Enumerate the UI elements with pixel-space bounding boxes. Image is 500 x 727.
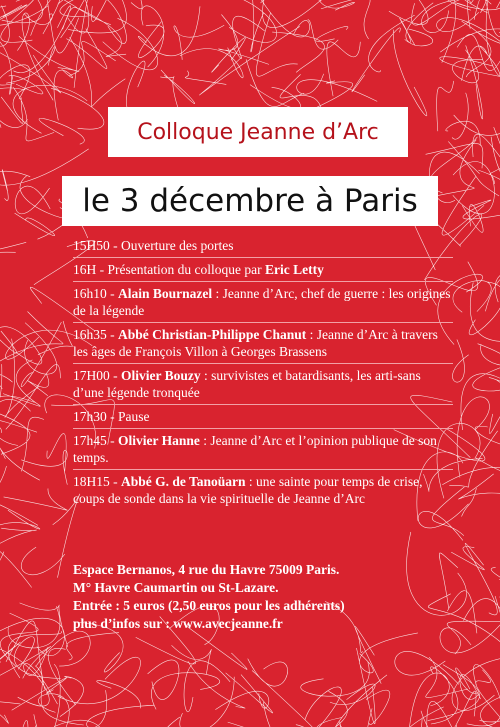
venue-address: Espace Bernanos, 4 rue du Havre 75009 Paris.	[73, 562, 340, 577]
program-time: 16h35	[73, 327, 107, 342]
program-time: 16H	[73, 262, 97, 277]
program-speaker: Alain Bournazel	[118, 286, 213, 301]
event-title: Colloque Jeanne d’Arc	[137, 119, 379, 145]
program-speaker: Olivier Bouzy	[121, 368, 201, 383]
program-item: 15H50 - Ouverture des portes	[73, 234, 453, 258]
event-date: le 3 décembre à Paris	[82, 183, 418, 219]
program-item: 17H00 - Olivier Bouzy : survivistes et batardisants, les arti-sans d’une légende tronquée	[73, 364, 453, 405]
program-text: Pause	[118, 409, 150, 424]
program-time: 17H00	[73, 368, 110, 383]
venue-metro: M° Havre Caumartin ou St-Lazare.	[73, 580, 279, 595]
program-item: 17h30 - Pause	[73, 405, 453, 429]
program-time: 17h30	[73, 409, 107, 424]
venue-price: Entrée : 5 euros (2,50 euros pour les adhérents)	[73, 598, 345, 613]
program-item: 16h10 - Alain Bournazel : Jeanne d’Arc, chef de guerre : les origines de la légende	[73, 282, 453, 323]
program-speaker: Olivier Hanne	[118, 433, 200, 448]
program-text: : Jeanne d’Arc à travers les âges de François Villon à Georges Brassens	[73, 327, 438, 359]
event-title-box	[108, 107, 408, 157]
venue-website: plus d’infos sur : www.avecjeanne.fr	[73, 616, 283, 631]
program-text: : Jeanne d’Arc et l’opinion publique de son temps.	[73, 433, 437, 465]
venue-info	[73, 561, 453, 633]
program-text: : une sainte pour temps de crise, coups de sonde dans la vie spirituelle de Jeanne d’Arc	[73, 474, 423, 506]
program-text: : survivistes et batardisants, les arti-sans d’une légende tronquée	[73, 368, 421, 400]
event-date-box	[62, 176, 438, 226]
program-item: 16h35 - Abbé Christian-Philippe Chanut : Jeanne d’Arc à travers les âges de François Villon à Georges Brassens	[73, 323, 453, 364]
program-speaker: Eric Letty	[264, 262, 324, 277]
program-time: 16h10	[73, 286, 107, 301]
program-text: Présentation du colloque par	[107, 262, 265, 277]
program-time: 18H15	[73, 474, 110, 489]
program-item: 16H - Présentation du colloque par Eric Letty	[73, 258, 453, 282]
program-time: 17h45	[73, 433, 107, 448]
program-text: : Jeanne d’Arc, chef de guerre : les origines de la légende	[73, 286, 451, 318]
program-time: 15H50	[73, 238, 110, 253]
program-item: 17h45 - Olivier Hanne : Jeanne d’Arc et l’opinion publique de son temps.	[73, 429, 453, 470]
program-speaker: Abbé G. de Tanoüarn	[121, 474, 246, 489]
program-list	[73, 234, 453, 510]
program-item: 18H15 - Abbé G. de Tanoüarn : une sainte pour temps de crise, coups de sonde dans la vie spirituelle de Jeanne d’Arc	[73, 474, 423, 506]
program-text: Ouverture des portes	[121, 238, 234, 253]
program-speaker: Abbé Christian-Philippe Chanut	[118, 327, 307, 342]
